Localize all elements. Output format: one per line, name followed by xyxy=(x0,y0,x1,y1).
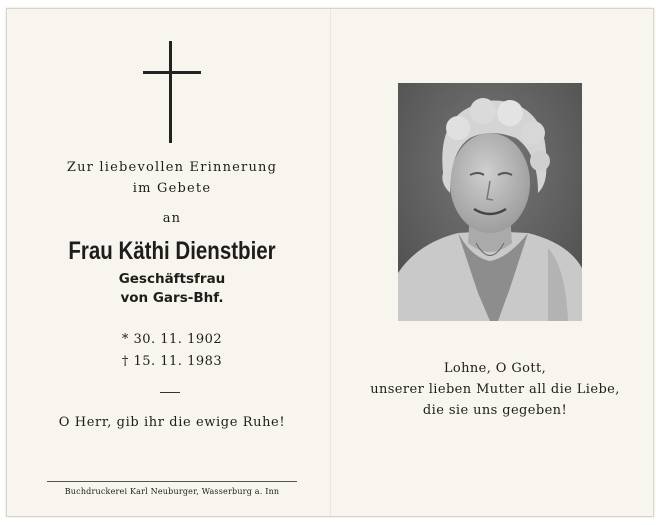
portrait-photo xyxy=(398,83,582,321)
birth-date: * 30. 11. 1902 xyxy=(121,332,223,347)
prayer-line: O Herr, gib ihr die ewige Ruhe! xyxy=(58,415,286,430)
deceased-name: Frau Käthi Dienstbier xyxy=(68,237,276,265)
intro-line-1: Zur liebevollen Erinnerung xyxy=(66,160,278,175)
verse-line-2: unserer lieben Mutter all die Liebe, xyxy=(370,382,620,397)
intro-line-2: im Gebete xyxy=(132,181,212,196)
hometown: von Gars-Bhf. xyxy=(120,290,224,306)
verse-line-3: die sie uns gegeben! xyxy=(422,403,568,418)
printer-imprint: Buchdruckerei Karl Neuburger, Wasserburg a. Inn xyxy=(64,487,280,496)
verse-line-1: Lohne, O Gott, xyxy=(443,361,547,376)
memorial-card xyxy=(6,8,654,517)
intro-line-3: an xyxy=(162,211,182,226)
divider-long xyxy=(47,481,297,482)
divider-short xyxy=(160,392,180,393)
death-date: † 15. 11. 1983 xyxy=(121,354,223,369)
deceased-name-wrap xyxy=(7,237,337,266)
cross-icon xyxy=(143,41,201,145)
occupation: Geschäftsfrau xyxy=(118,271,226,287)
